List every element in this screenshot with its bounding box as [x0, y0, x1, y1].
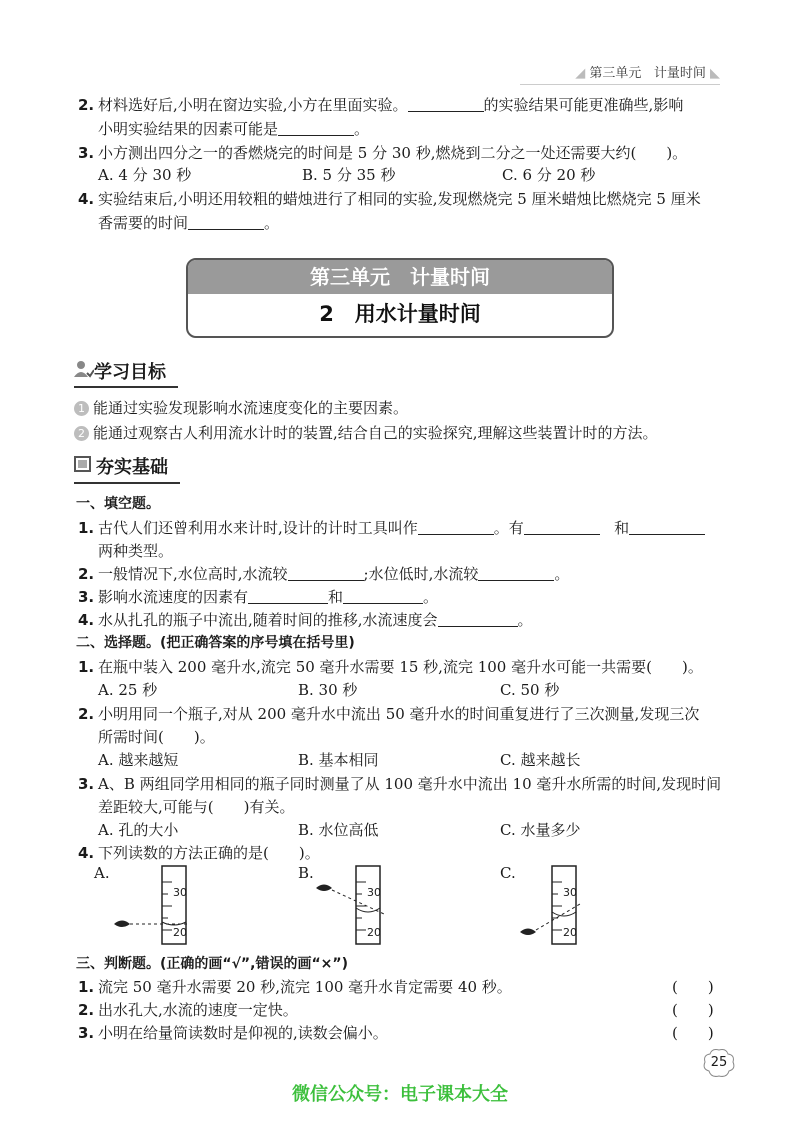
option-b[interactable]: B. 水位高低	[298, 821, 379, 839]
graduated-cylinder-figure-a	[100, 860, 210, 950]
scale-label-top: 30	[563, 886, 577, 899]
question-text: 材料选好后,小明在窗边实验,小方在里面实验。	[98, 96, 408, 114]
question-text: 。	[554, 565, 570, 583]
option-c[interactable]: C.	[500, 864, 516, 882]
scale-label-top: 30	[173, 886, 187, 899]
scale-label-bottom: 20	[563, 926, 577, 939]
question-text: 。	[264, 214, 280, 232]
question-text: 小明实验结果的因素可能是	[98, 120, 279, 138]
top-question-3	[78, 142, 687, 164]
answer-blank[interactable]	[478, 564, 554, 581]
header-triangle-right-icon: ◣	[710, 66, 720, 81]
scale-label-bottom: 20	[367, 926, 381, 939]
question-text: 。	[423, 588, 439, 606]
option-b[interactable]: B. 30 秒	[298, 681, 358, 699]
fill-question-3	[78, 586, 438, 608]
cylinder-level-view-icon	[300, 860, 410, 950]
answer-blank[interactable]	[278, 119, 354, 136]
option-c[interactable]: C. 50 秒	[500, 681, 560, 699]
choice-section-title: 二、选择题。(把正确答案的序号填在括号里)	[76, 635, 355, 651]
question-number: 2.	[78, 96, 95, 114]
goal-item	[74, 422, 658, 444]
header-unit: 第三单元	[589, 66, 642, 81]
answer-paren[interactable]: ( )	[672, 1024, 714, 1042]
page-number: 25	[710, 1055, 728, 1070]
answer-blank[interactable]	[343, 587, 423, 604]
option-a[interactable]: A.	[94, 864, 110, 882]
lesson-title-box	[186, 258, 614, 338]
judge-question-1	[78, 976, 512, 998]
goals-heading-text: 学习目标	[94, 362, 166, 383]
question-number: 4.	[78, 190, 95, 208]
question-text: 和	[328, 588, 344, 606]
top-question-4	[78, 188, 701, 210]
answer-paren[interactable]: ( )	[672, 1001, 714, 1019]
scale-label-bottom: 20	[173, 926, 187, 939]
fill-question-2	[78, 563, 569, 585]
top-question-2-cont	[98, 118, 369, 140]
option-c[interactable]: C. 水量多少	[500, 821, 581, 839]
lesson-title: 2 用水计量时间	[319, 302, 481, 326]
top-question-2	[78, 94, 683, 116]
graduated-cylinder-figure-c	[500, 860, 610, 950]
graduated-cylinder-figure-b	[300, 860, 410, 950]
question-number: 3.	[78, 1024, 95, 1042]
option-a[interactable]: A. 25 秒	[98, 681, 158, 699]
choice-question-3-cont: 差距较大,可能与( )有关。	[98, 798, 295, 816]
question-text: 和	[614, 519, 630, 537]
answer-paren[interactable]: ( )	[672, 978, 714, 996]
option-c[interactable]: C. 6 分 20 秒	[502, 166, 596, 184]
question-number: 2.	[78, 705, 95, 723]
option-a[interactable]: A. 4 分 30 秒	[98, 166, 192, 184]
judge-question-3	[78, 1022, 388, 1044]
header-triangle-left-icon: ◢	[575, 66, 586, 81]
question-text: 实验结束后,小明还用较粗的蜡烛进行了相同的实验,发现燃烧完 5 厘米蜡烛比燃烧完 5 厘米	[98, 190, 701, 208]
basics-heading-underline	[74, 482, 180, 484]
unit-title: 第三单元 计量时间	[188, 260, 612, 294]
option-b[interactable]: B. 5 分 35 秒	[302, 166, 396, 184]
question-text: 小方测出四分之一的香燃烧完的时间是 5 分 30 秒,燃烧到二分之一处还需要大约( )。	[98, 144, 688, 162]
question-text: 出水孔大,水流的速度一定快。	[98, 1001, 298, 1019]
option-a[interactable]: A. 越来越短	[98, 751, 179, 769]
person-icon	[74, 360, 94, 386]
question-text: 古代人们还曾利用水来计时,设计的计时工具叫作	[98, 519, 418, 537]
question-text: 影响水流速度的因素有	[98, 588, 249, 606]
question-number: 4.	[78, 611, 95, 629]
choice-question-3	[78, 773, 721, 795]
answer-blank[interactable]	[524, 518, 600, 535]
question-number: 3.	[78, 588, 95, 606]
book-icon	[74, 455, 96, 481]
basics-heading	[74, 455, 168, 481]
question-text: 小明在给量筒读数时是仰视的,读数会偏小。	[98, 1024, 388, 1042]
footer-watermark: 微信公众号：电子课本大全	[292, 1084, 508, 1105]
header-topic: 计量时间	[653, 66, 706, 81]
question-text: 下列读数的方法正确的是( )。	[98, 844, 320, 862]
judge-question-2	[78, 999, 298, 1021]
question-text: 小明用同一个瓶子,对从 200 毫升水中流出 50 毫升水的时间重复进行了三次测量,发现三次	[98, 705, 700, 723]
question-text: A、B 两组同学用相同的瓶子同时测量了从 100 毫升水中流出 10 毫升水所需的时间,发现时间	[98, 775, 722, 793]
question-number: 4.	[78, 844, 95, 862]
goal-text: 能通过观察古人利用流水计时的装置,结合自己的实验探究,理解这些装置计时的方法。	[93, 424, 658, 442]
answer-blank[interactable]	[629, 518, 705, 535]
question-number: 1.	[78, 658, 95, 676]
option-c[interactable]: C. 越来越长	[500, 751, 581, 769]
answer-blank[interactable]	[188, 213, 264, 230]
goal-item	[74, 397, 408, 419]
answer-blank[interactable]	[248, 587, 328, 604]
answer-blank[interactable]	[418, 518, 494, 535]
judge-section-title: 三、判断题。(正确的画“√”,错误的画“×”)	[76, 956, 348, 972]
header-rule	[520, 84, 720, 85]
answer-blank[interactable]	[288, 564, 364, 581]
question-text: 流完 50 毫升水需要 20 秒,流完 100 毫升水肯定需要 40 秒。	[98, 978, 512, 996]
goals-heading-underline	[74, 386, 178, 388]
fill-question-1	[78, 517, 705, 539]
question-text: 的实验结果可能更准确些,影响	[483, 96, 684, 114]
question-text: 香需要的时间	[98, 214, 189, 232]
goal-number-badge: 1	[74, 401, 89, 416]
goals-heading	[74, 360, 166, 386]
goal-text: 能通过实验发现影响水流速度变化的主要因素。	[93, 399, 409, 417]
top-question-4-cont	[98, 212, 279, 234]
question-number: 1.	[78, 978, 95, 996]
question-text: 。	[517, 611, 533, 629]
choice-question-2-cont: 所需时间( )。	[98, 728, 215, 746]
answer-blank[interactable]	[438, 610, 518, 627]
answer-blank[interactable]	[408, 95, 484, 112]
question-text: 水从扎孔的瓶子中流出,随着时间的推移,水流速度会	[98, 611, 438, 629]
question-number: 1.	[78, 519, 95, 537]
question-number: 3.	[78, 144, 95, 162]
option-b[interactable]: B. 基本相同	[298, 751, 379, 769]
question-text: 。有	[493, 519, 524, 537]
fill-section-title: 一、填空题。	[76, 496, 160, 512]
question-number: 2.	[78, 1001, 95, 1019]
choice-question-1	[78, 656, 703, 678]
question-number: 3.	[78, 775, 95, 793]
running-header	[575, 62, 720, 81]
choice-question-2	[78, 703, 699, 725]
question-number: 2.	[78, 565, 95, 583]
cylinder-level-view-icon	[100, 860, 210, 950]
fill-question-1-cont: 两种类型。	[98, 542, 174, 560]
question-text: ;水位低时,水流较	[363, 565, 479, 583]
question-text: 一般情况下,水位高时,水流较	[98, 565, 288, 583]
fill-question-4	[78, 609, 533, 631]
question-text: 在瓶中装入 200 毫升水,流完 50 毫升水需要 15 秒,流完 100 毫升水可能一共需要( )。	[98, 658, 703, 676]
goal-number-badge: 2	[74, 426, 89, 441]
cylinder-level-view-icon	[500, 860, 610, 950]
option-a[interactable]: A. 孔的大小	[98, 821, 179, 839]
basics-heading-text: 夯实基础	[96, 457, 168, 478]
question-text: 。	[354, 120, 370, 138]
scale-label-top: 30	[367, 886, 381, 899]
option-b[interactable]: B.	[298, 864, 314, 882]
